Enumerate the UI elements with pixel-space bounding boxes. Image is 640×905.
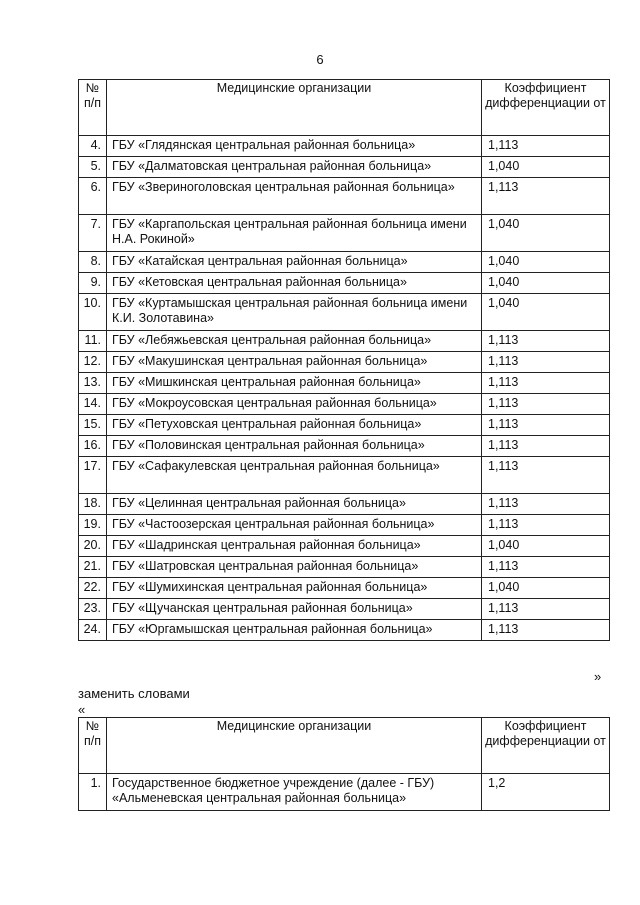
- table-row: [79, 394, 610, 415]
- table-row: [79, 373, 610, 394]
- cell-coef: 1,040: [482, 157, 610, 178]
- table-row: [79, 774, 610, 811]
- cell-org: ГБУ «Кетовская центральная районная больница»: [107, 273, 482, 294]
- cell-org: ГБУ «Звериноголовская центральная районная больница»: [107, 178, 482, 215]
- cell-coef: 1,040: [482, 252, 610, 273]
- cell-num: 16.: [79, 436, 107, 457]
- cell-coef: 1,040: [482, 294, 610, 331]
- cell-org: ГБУ «Юргамышская центральная районная больница»: [107, 620, 482, 641]
- cell-coef: 1,040: [482, 578, 610, 599]
- cell-num: 1.: [79, 774, 107, 811]
- cell-num: 23.: [79, 599, 107, 620]
- cell-coef: 1,113: [482, 557, 610, 578]
- closing-quote: »: [594, 669, 602, 684]
- cell-num: 9.: [79, 273, 107, 294]
- header-org: Медицинские организации: [107, 80, 482, 136]
- table-row: [79, 436, 610, 457]
- table-row: [79, 494, 610, 515]
- cell-num: 14.: [79, 394, 107, 415]
- cell-org: ГБУ «Лебяжьевская центральная районная больница»: [107, 331, 482, 352]
- cell-org: ГБУ «Катайская центральная районная больница»: [107, 252, 482, 273]
- cell-num: 13.: [79, 373, 107, 394]
- table-row: [79, 294, 610, 331]
- table-row: [79, 557, 610, 578]
- cell-org: ГБУ «Куртамышская центральная районная больница имени К.И. Золотавина»: [107, 294, 482, 331]
- cell-org: ГБУ «Шумихинская центральная районная больница»: [107, 578, 482, 599]
- table-row: [79, 415, 610, 436]
- cell-num: 6.: [79, 178, 107, 215]
- cell-coef: 1,113: [482, 352, 610, 373]
- cell-org: ГБУ «Петуховская центральная районная больница»: [107, 415, 482, 436]
- header-num: № п/п: [79, 718, 107, 774]
- cell-coef: 1,113: [482, 620, 610, 641]
- cell-org: ГБУ «Шадринская центральная районная больница»: [107, 536, 482, 557]
- cell-coef: 1,113: [482, 331, 610, 352]
- table-row: [79, 273, 610, 294]
- table-header-row: [79, 80, 610, 136]
- cell-coef: 1,2: [482, 774, 610, 811]
- cell-num: 24.: [79, 620, 107, 641]
- cell-org: ГБУ «Половинская центральная районная больница»: [107, 436, 482, 457]
- cell-coef: 1,113: [482, 394, 610, 415]
- header-num: № п/п: [79, 80, 107, 136]
- cell-org: ГБУ «Сафакулевская центральная районная больница»: [107, 457, 482, 494]
- cell-coef: 1,040: [482, 273, 610, 294]
- cell-num: 22.: [79, 578, 107, 599]
- cell-num: 19.: [79, 515, 107, 536]
- table-row: [79, 457, 610, 494]
- cell-num: 7.: [79, 215, 107, 252]
- table-row: [79, 331, 610, 352]
- table-row: [79, 536, 610, 557]
- cell-num: 20.: [79, 536, 107, 557]
- cell-num: 15.: [79, 415, 107, 436]
- cell-org: ГБУ «Каргапольская центральная районная больница имени Н.А. Рокиной»: [107, 215, 482, 252]
- table-row: [79, 352, 610, 373]
- page-number: 6: [316, 52, 324, 67]
- header-org: Медицинские организации: [107, 718, 482, 774]
- table-body-old: [79, 136, 610, 641]
- cell-coef: 1,113: [482, 373, 610, 394]
- cell-coef: 1,113: [482, 415, 610, 436]
- opening-quote: «: [78, 702, 86, 717]
- cell-coef: 1,113: [482, 457, 610, 494]
- cell-coef: 1,113: [482, 515, 610, 536]
- cell-num: 21.: [79, 557, 107, 578]
- cell-num: 18.: [79, 494, 107, 515]
- coefficients-table-old: [78, 79, 610, 641]
- header-coef: Коэффициент дифференциации от: [482, 718, 610, 774]
- table-row: [79, 157, 610, 178]
- cell-coef: 1,113: [482, 136, 610, 157]
- cell-org: ГБУ «Далматовская центральная районная больница»: [107, 157, 482, 178]
- cell-org: ГБУ «Мишкинская центральная районная больница»: [107, 373, 482, 394]
- table-row: [79, 599, 610, 620]
- cell-org: ГБУ «Мокроусовская центральная районная больница»: [107, 394, 482, 415]
- coefficients-table-new: [78, 717, 610, 811]
- table-row: [79, 215, 610, 252]
- table-body-new: [79, 774, 610, 811]
- table-row: [79, 515, 610, 536]
- table-header-row: [79, 718, 610, 774]
- table-row: [79, 578, 610, 599]
- table-row: [79, 136, 610, 157]
- cell-coef: 1,113: [482, 436, 610, 457]
- cell-coef: 1,040: [482, 215, 610, 252]
- cell-org: ГБУ «Частоозерская центральная районная больница»: [107, 515, 482, 536]
- cell-org: ГБУ «Щучанская центральная районная больница»: [107, 599, 482, 620]
- cell-num: 17.: [79, 457, 107, 494]
- table-row: [79, 252, 610, 273]
- cell-num: 8.: [79, 252, 107, 273]
- cell-coef: 1,040: [482, 536, 610, 557]
- cell-org: ГБУ «Глядянская центральная районная больница»: [107, 136, 482, 157]
- cell-org: ГБУ «Целинная центральная районная больница»: [107, 494, 482, 515]
- cell-num: 5.: [79, 157, 107, 178]
- cell-coef: 1,113: [482, 178, 610, 215]
- table-row: [79, 178, 610, 215]
- cell-num: 10.: [79, 294, 107, 331]
- cell-org: ГБУ «Шатровская центральная районная больница»: [107, 557, 482, 578]
- table-row: [79, 620, 610, 641]
- cell-num: 11.: [79, 331, 107, 352]
- cell-coef: 1,113: [482, 494, 610, 515]
- cell-org: ГБУ «Макушинская центральная районная больница»: [107, 352, 482, 373]
- cell-num: 12.: [79, 352, 107, 373]
- cell-coef: 1,113: [482, 599, 610, 620]
- cell-org: Государственное бюджетное учреждение (далее - ГБУ) «Альменевская центральная районная больница»: [107, 774, 482, 811]
- replace-instruction: заменить словами: [78, 686, 190, 701]
- cell-num: 4.: [79, 136, 107, 157]
- header-coef: Коэффициент дифференциации от: [482, 80, 610, 136]
